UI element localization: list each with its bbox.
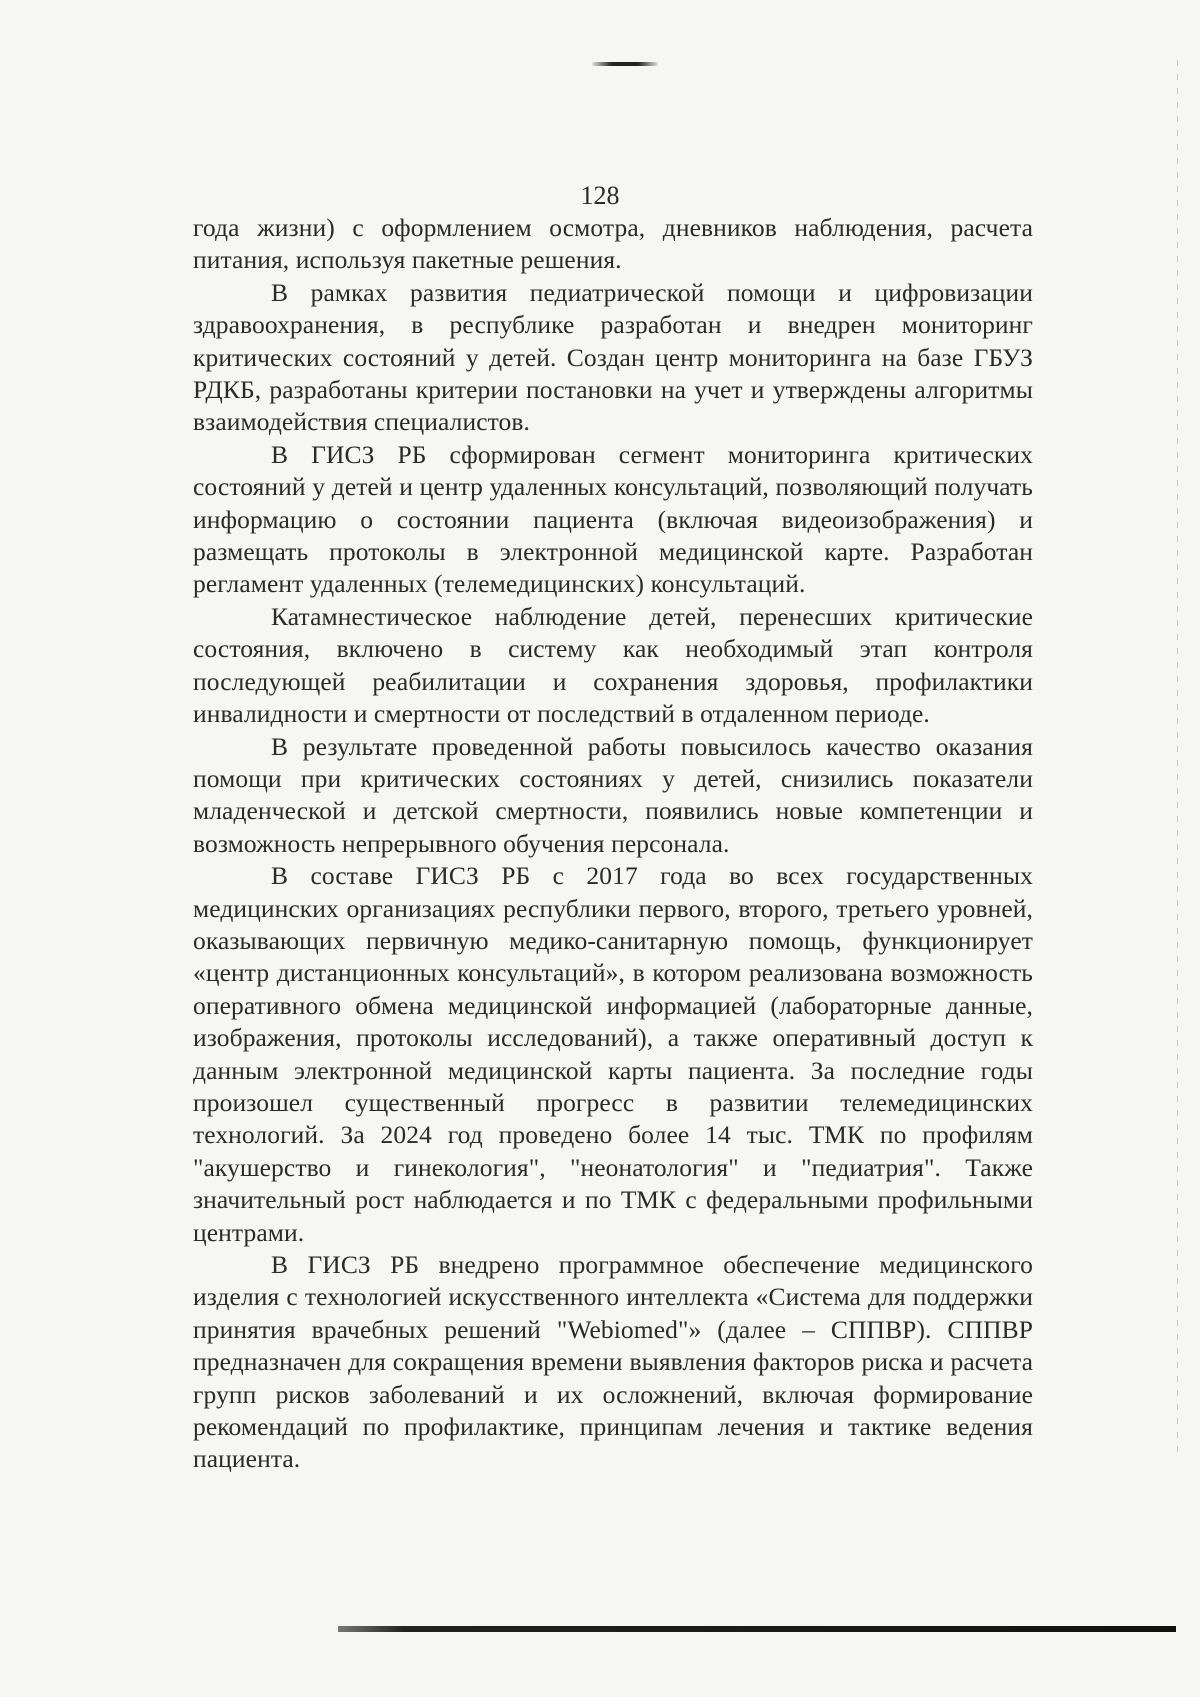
- paragraph-results: В результате проведенной работы повысилось качество оказания помощи при критических состояниях у детей, снизились показатели младенческой и детской смертности, появились новые компетенции и возможность непрерывного обучения персонала.: [193, 731, 1033, 858]
- scan-right-edge: [1177, 60, 1178, 1460]
- document-body: [193, 212, 1033, 1476]
- paragraph-monitoring-critical: В рамках развития педиатрической помощи и цифровизации здравоохранения, в республике разработан и внедрен мониторинг критических состояний у детей. Создан центр мониторинга на базе ГБУЗ РДКБ, разработаны критерии постановки на учет и утверждены алгоритмы взаимодействия специалистов.: [193, 277, 1033, 437]
- paragraph-gisz-segment: В ГИСЗ РБ сформирован сегмент мониторинга критических состояний у детей и центр удаленных консультаций, позволяющий получать информацию о состоянии пациента (включая видеоизображения) и размещать протоколы в электронной медицинской карте. Разработан регламент удаленных (телемедицинских) консультаций.: [193, 439, 1033, 599]
- scan-bottom-rule: [338, 1626, 1176, 1632]
- page-number: 128: [580, 181, 620, 210]
- paragraph-continuation: года жизни) с оформлением осмотра, дневников наблюдения, расчета питания, используя пакетные решения.: [193, 213, 1033, 275]
- paragraph-telemedicine-center: В составе ГИСЗ РБ с 2017 года во всех государственных медицинских организациях республики первого, второго, третьего уровней, оказывающих первичную медико-санитарную помощь, функционирует «центр дистанционных консультаций», в котором реализована возможность оперативного обмена медицинской информацией (лабораторные данные, изображения, протоколы исследований), а также оперативный доступ к данным электронной медицинской карты пациента. За последние годы произошел существенный прогресс в развитии телемедицинских технологий. За 2024 год проведено более 14 тыс. ТМК по профилям "акушерство и гинекология", "неонатология" и "педиатрия". Также значительный рост наблюдается и по ТМК с федеральными профильными центрами.: [193, 861, 1033, 1247]
- scan-top-mark: [592, 62, 658, 66]
- paragraph-webiomed: В ГИСЗ РБ внедрено программное обеспечение медицинского изделия с технологией искусственного интеллекта «Система для поддержки принятия врачебных решений "Webiomed"» (далее – СППВР). СППВР предназначен для сокращения времени выявления факторов риска и расчета групп рисков заболеваний и их осложнений, включая формирование рекомендаций по профилактике, принципам лечения и тактике ведения пациента.: [193, 1250, 1033, 1474]
- paragraph-catamnestic: Катамнестическое наблюдение детей, перенесших критические состояния, включено в систему как необходимый этап контроля последующей реабилитации и сохранения здоровья, профилактики инвалидности и смертности от последствий в отдаленном периоде.: [193, 601, 1033, 729]
